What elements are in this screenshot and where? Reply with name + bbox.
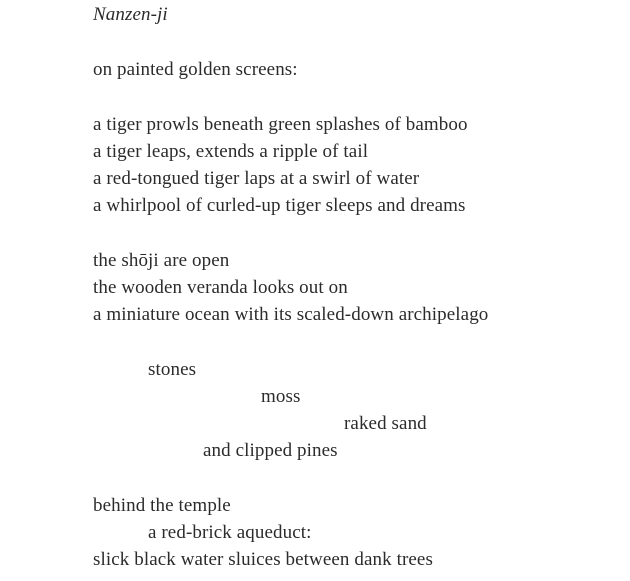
stanza1-line-1: a tiger prowls beneath green splashes of bamboo [93,114,468,135]
stanza3-line-clipped-pines: and clipped pines [203,440,338,461]
stanza1-line-4: a whirlpool of curled-up tiger sleeps and dreams [93,195,466,216]
stanza3-line-moss: moss [261,386,301,407]
stanza2-line-3: a miniature ocean with its scaled-down archipelago [93,304,489,325]
stanza1-line-3: a red-tongued tiger laps at a swirl of water [93,168,420,189]
poem-title: Nanzen-ji [93,4,168,25]
stanza3-line-stones: stones [148,359,197,380]
stanza4-line-2: a red-brick aqueduct: [148,522,312,543]
poem-opening-line: on painted golden screens: [93,59,298,80]
stanza2-line-2: the wooden veranda looks out on [93,277,348,298]
stanza2-line-1: the shōji are open [93,250,230,271]
stanza4-line-3: slick black water sluices between dank trees [93,549,433,570]
stanza1-line-2: a tiger leaps, extends a ripple of tail [93,141,369,162]
stanza3-line-raked-sand: raked sand [344,413,427,434]
stanza4-line-1: behind the temple [93,495,231,516]
